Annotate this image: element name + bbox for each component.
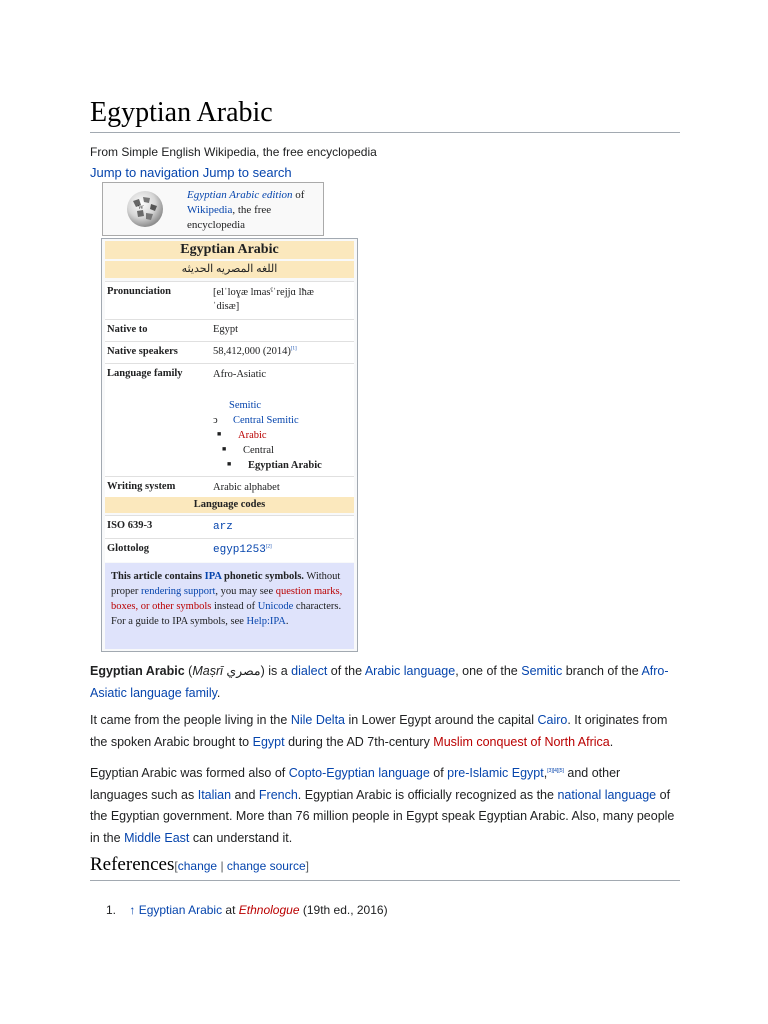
formation-paragraph: Egyptian Arabic was formed also of Copto-Egyptian language of pre-Islamic Egypt,[3][4][5] and other languages such as Italian and French. Egyptian Arabic is officially recognized as the national language of the Egyptian government. More than 76 million people in Egypt speak Egyptian Arabic. Also, many people in the Middle East can understand it. (90, 766, 675, 845)
copto-egyptian-link[interactable]: Copto-Egyptian language (288, 766, 430, 781)
afro-asiatic-link[interactable]: Afro-Asiatic language family (90, 664, 669, 700)
glottolog-ref[interactable]: [2] (265, 544, 272, 550)
french-link[interactable]: French (258, 787, 298, 802)
change-link[interactable]: change (177, 859, 218, 873)
wikipedia-link[interactable]: Wikipedia (187, 204, 233, 216)
iso-label[interactable]: ISO 639-3 (107, 520, 153, 531)
sister-edition-link[interactable]: Egyptian Arabic edition (187, 189, 293, 201)
pronunciation-value[interactable]: [elˈloɣæ lmasˤˈrejjɑ lħæˈdisæ] (213, 287, 314, 312)
cairo-link[interactable]: Cairo (537, 713, 568, 727)
tree-bullet-circle: ↄ (213, 415, 218, 426)
arabic-language-link[interactable]: Arabic language (364, 664, 456, 678)
help-ipa-link[interactable]: Help:IPA (246, 616, 286, 627)
writing-system-row (105, 476, 354, 498)
ipa-notice: This article contains IPA phonetic symbols. Without proper rendering support, you may see question marks, boxes, or other symbols instead of Unicode characters. For a guide to IPA symbols, see Help:IPA. (105, 563, 354, 649)
family-afro-asiatic[interactable]: Afro-Asiatic (213, 369, 267, 380)
native-speakers-value: 58,412,000 (2014)[1] (213, 346, 297, 357)
egypt-link[interactable]: Egypt (252, 734, 285, 749)
family-central: Central (243, 445, 274, 456)
native-speakers-label: Native speakers (107, 346, 178, 357)
iso-row (105, 515, 354, 538)
tree-bullet-square: ■ (222, 445, 227, 453)
iso-code[interactable]: arz (213, 521, 233, 533)
references-heading (90, 853, 680, 881)
page-title: Egyptian Arabic (90, 96, 680, 133)
intro-paragraph: Egyptian Arabic (Maṣrī مصري) is a dialect of the Arabic language, one of the Semitic branch of the Afro-Asiatic language family. (90, 664, 669, 700)
tree-bullet-square: ■ (217, 430, 222, 438)
native-to-value[interactable]: Egypt (213, 324, 239, 335)
site-tagline: From Simple English Wikipedia, the free encyclopedia (90, 145, 377, 159)
language-family-row (105, 363, 354, 476)
reference-link-egyptian-arabic[interactable]: Egyptian Arabic (138, 903, 223, 917)
reference-item: 1. ↑ Egyptian Arabic at Ethnologue (19th ed., 2016) (106, 903, 388, 917)
unicode-link[interactable]: Unicode (257, 601, 294, 612)
middle-east-link[interactable]: Middle East (124, 830, 190, 845)
glottolog-row (105, 538, 354, 562)
citation-refs[interactable]: [3][4][5] (547, 768, 564, 774)
pronunciation-label: Pronunciation (107, 286, 171, 297)
wikipedia-globe-icon (125, 189, 165, 229)
rendering-support-link[interactable]: rendering support (141, 586, 216, 597)
muslim-conquest-link[interactable]: Muslim conquest of North Africa (433, 734, 610, 749)
writing-system-value[interactable]: Arabic alphabet (213, 482, 280, 493)
family-egyptian-arabic: Egyptian Arabic (248, 460, 322, 471)
language-family-label[interactable]: Language family (107, 368, 183, 379)
dialect-link[interactable]: dialect (291, 664, 328, 678)
jump-links (90, 165, 292, 180)
infobox-title: Egyptian Arabic (105, 241, 354, 259)
family-arabic[interactable]: Arabic (238, 430, 267, 441)
glottolog-value (213, 544, 272, 556)
semitic-link[interactable]: Semitic (521, 664, 563, 678)
origin-paragraph: It came from the people living in the Nile Delta in Lower Egypt around the capital Cairo. It originates from the spoken Arabic brought to Egypt during the AD 7th-century Muslim conquest of North Africa. (90, 713, 668, 749)
language-infobox (101, 238, 358, 652)
language-codes-header: Language codes (105, 497, 354, 513)
infobox-native-title: اللغه المصريه الحديثه (105, 261, 354, 278)
ipa-link[interactable]: IPA (204, 571, 222, 582)
native-speakers-row (105, 341, 354, 363)
glottolog-label[interactable]: Glottolog (107, 543, 149, 554)
back-to-citation-arrow[interactable]: ↑ (129, 903, 136, 917)
native-to-row (105, 319, 354, 341)
sister-project-text: Egyptian Arabic edition of Wikipedia, the free encyclopedia (187, 189, 305, 231)
pre-islamic-egypt-link[interactable]: pre-Islamic Egypt (447, 766, 544, 781)
question-marks-link[interactable]: question marks, boxes, or other symbols (111, 586, 343, 612)
tree-bullet-square: ■ (227, 460, 232, 468)
nile-delta-link[interactable]: Nile Delta (290, 713, 345, 727)
family-semitic[interactable]: Semitic (229, 400, 262, 411)
change-source-link[interactable]: change source (226, 859, 306, 873)
speakers-ref[interactable]: [1] (290, 346, 297, 352)
jump-to-navigation-link[interactable]: Jump to navigation (90, 165, 200, 180)
ethnologue-link[interactable]: Ethnologue (238, 903, 300, 917)
sister-project-box (102, 182, 324, 236)
family-central-semitic[interactable]: Central Semitic (233, 415, 299, 426)
jump-to-search-link[interactable]: Jump to search (202, 165, 292, 180)
pronunciation-row (105, 281, 354, 319)
reference-number: 1. (106, 903, 117, 917)
writing-system-label[interactable]: Writing system (107, 481, 176, 492)
native-to-label: Native to (107, 324, 148, 335)
references-title: References (90, 854, 175, 875)
national-language-link[interactable]: national language (557, 787, 657, 802)
references-edit-links: [change | change source] (174, 859, 309, 873)
svg-text:W: W (138, 205, 144, 211)
italian-link[interactable]: Italian (197, 787, 232, 802)
glottolog-code[interactable]: egyp1253 (213, 544, 266, 556)
